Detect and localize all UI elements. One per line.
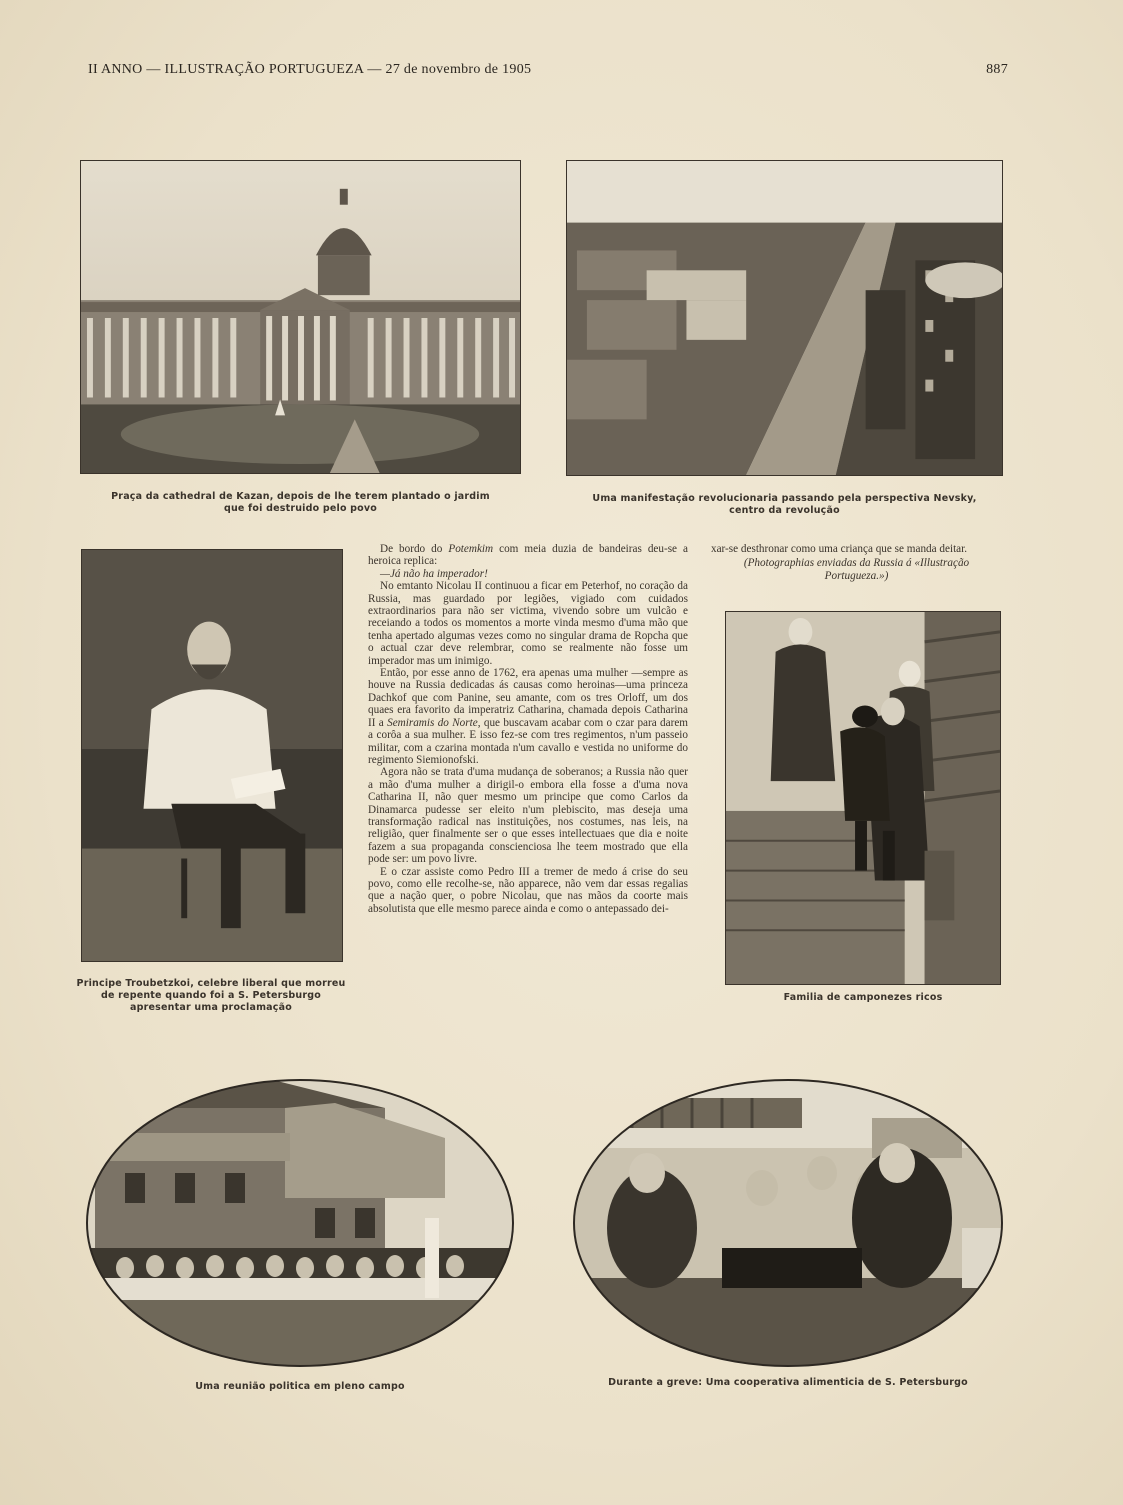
caption-food-cooperative: [572, 1377, 1004, 1389]
caption-troubetzkoi-line2: de repente quando foi a S. Petersburgo: [101, 990, 321, 1001]
caption-nevsky-line1: Uma manifestação revolucionaria passando pela perspectiva Nevsky,: [592, 493, 977, 504]
article-semiramis: Semiramis do Norte: [387, 716, 478, 729]
article-paragraph-3: No emtanto Nicolau II continuou a ficar em Peterhof, no coração da Russia, mas guardado por legiões, vigiado com cuidados extraordinarios para não ser victima, vivendo sobre um vulcão e receiando a todos os momentos a morte vinda mesmo d'uma mão que tenha apertado algumas vezes como no singular drama de Ropcha que o actual czar deve relembrar, como se realmente não fosse um imperador mas um inimigo.: [368, 580, 688, 667]
header-title: [88, 62, 531, 78]
article-paragraph-1: [368, 543, 688, 568]
photo-kazan-cathedral: [80, 160, 521, 474]
caption-political-meeting: [85, 1381, 515, 1393]
article-column-1: [368, 543, 688, 968]
photo-nevsky-prospect: [566, 160, 1003, 476]
page-number: 887: [986, 62, 1008, 77]
article-column-2: [711, 543, 1002, 603]
caption-troubetzkoi: [65, 978, 357, 1014]
article-paragraph-7: xar-se desthronar como uma criança que se manda deitar.: [711, 543, 968, 555]
caption-meeting-line1: Uma reunião politica em pleno campo: [195, 1381, 405, 1392]
header-volume: II ANNO: [88, 62, 143, 77]
caption-peasant-family: [725, 992, 1001, 1004]
article-p1-a: De bordo do: [380, 543, 449, 555]
article-p1-b: com meia duzia de bandeiras deu-se a heroica replica:: [368, 543, 688, 568]
caption-troubetzkoi-line1: Principe Troubetzkoi, celebre liberal que morreu: [76, 978, 346, 989]
article-ship-name: Potemkim: [448, 543, 494, 555]
header-sep-1: —: [146, 62, 161, 77]
caption-troubetzkoi-line3: apresentar uma proclamação: [130, 1002, 292, 1013]
photo-food-cooperative: [572, 1078, 1004, 1368]
caption-kazan: [80, 491, 521, 515]
article-p4-a: Então, por esse anno de 1762, era apenas uma mulher —sempre as houve na Russia dedicadas ás causas como heroinas—uma princeza Dachkof que com Panine, seu amante, com os tres Orloff, um dos quaes era favorito da imperatriz Catharina, chamada depois Catharina II a: [368, 667, 688, 729]
article-paragraph-5: Agora não se trata d'uma mudança de soberanos; a Russia não quer a mão d'uma mulher a dirigil-o embora ella fosse a d'uma nova Catharina II, não quer mesmo um principe que como Carlos da Dinamarca pudesse ser eleito n'um plebiscito, mas deseja uma transformação radical nas instituições, nos costumes, nas leis, na religião, quer finalmente ser o que esses intellectuaes que dia e noite fazem a sua propaganda conscienciosa lhe teem mostrado que ella pode ser: um povo livre.: [368, 766, 688, 866]
photo-troubetzkoi: [81, 549, 343, 962]
article-p4-b: , que buscavam acabar com o czar para darem a corôa a sua mulher. E isso fez-se com tres regimentos, n'um passeio militar, com a czarina montada n'um cavallo e vestida no uniforme do regimento Siemionofski.: [368, 716, 688, 766]
caption-kazan-line1: Praça da cathedral de Kazan, depois de lhe terem plantado o jardim: [111, 491, 490, 502]
caption-nevsky: [566, 493, 1003, 517]
running-header: [88, 62, 1008, 84]
article-paragraph-4: [368, 667, 688, 766]
photo-political-meeting: [85, 1078, 515, 1368]
header-masthead: ILLUSTRAÇÃO PORTUGUEZA: [164, 62, 364, 77]
header-sep-2: —: [367, 62, 382, 77]
photo-peasant-family: [725, 611, 1001, 985]
caption-peasant-line1: Familia de camponezes ricos: [783, 992, 943, 1003]
article-paragraph-2: —Já não ha imperador!: [380, 567, 488, 580]
photo-credit: (Photographias enviadas da Russia á «Illustração Portugueza.»): [743, 557, 970, 582]
header-date: 27 de novembro de 1905: [385, 62, 532, 77]
caption-cooperative-line1: Durante a greve: Uma cooperativa alimenticia de S. Petersburgo: [608, 1377, 968, 1388]
article-paragraph-6: E o czar assiste como Pedro III a tremer de medo á crise do seu povo, como elle recolhe-se, não apparece, não vem dar essas regalias que a nação quer, o pobre Nicolau, que nas mãos da coorte mais absolutista que elle mesmo parece ainda e como o antepassado dei-: [368, 865, 688, 915]
caption-nevsky-line2: centro da revolução: [729, 505, 840, 516]
caption-kazan-line2: que foi destruido pelo povo: [223, 503, 378, 514]
